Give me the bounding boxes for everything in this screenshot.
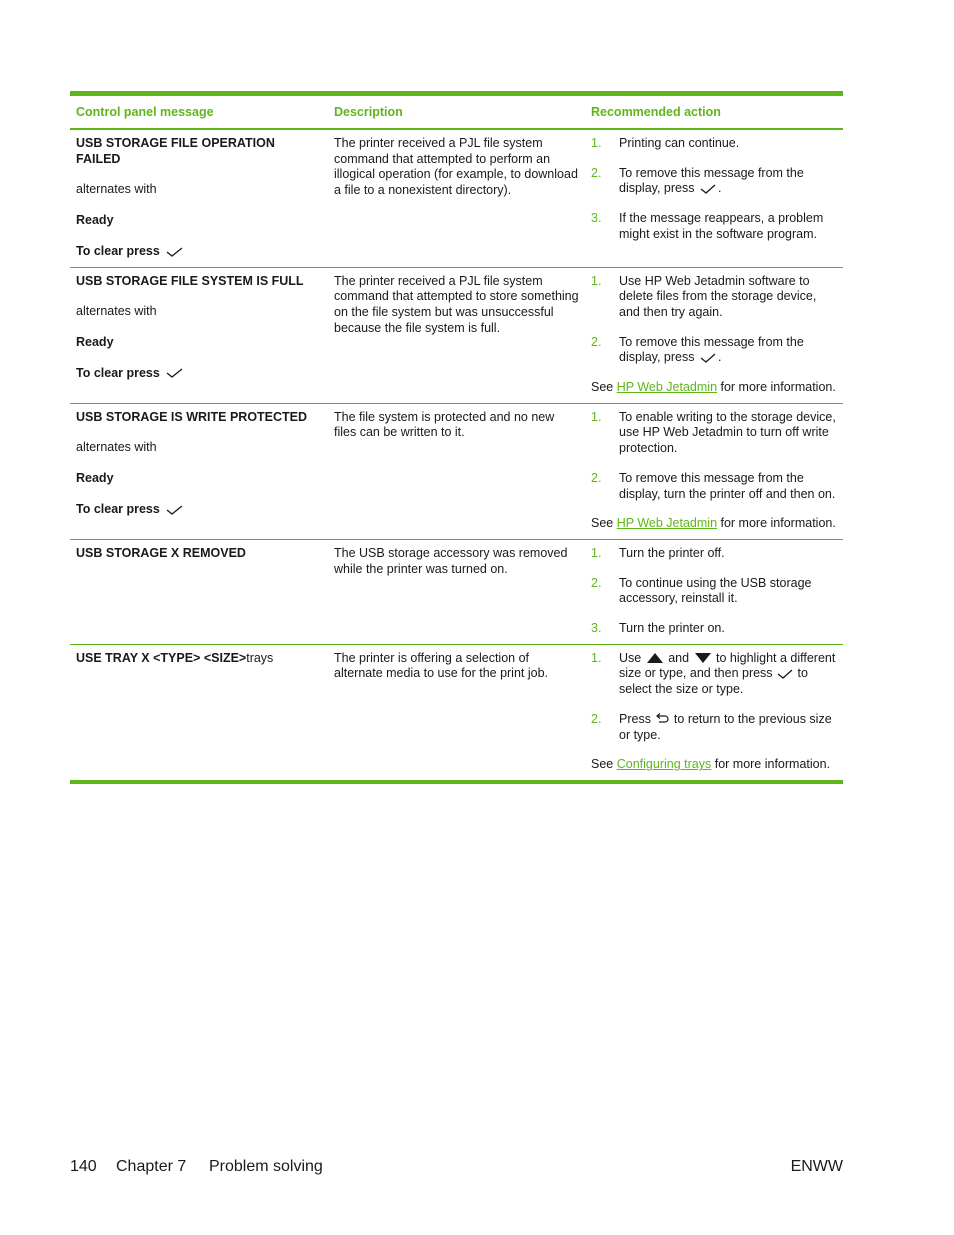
down-arrow-icon (693, 651, 713, 665)
table-row (70, 645, 843, 780)
description-text: The printer is offering a selection of alternate media to use for the print job. (334, 650, 549, 681)
action-steps (591, 274, 837, 367)
ready-text: Ready (76, 213, 114, 228)
header-description: Description (334, 105, 403, 119)
description-cell (328, 130, 585, 267)
description-cell (328, 645, 585, 780)
clear-text: To clear press (76, 244, 322, 260)
ready-text: Ready (76, 471, 114, 486)
list-item: 2. To remove this message from the display, press . (591, 334, 804, 365)
checkmark-icon (698, 351, 718, 365)
see-also: See HP Web Jetadmin for more information. (591, 516, 836, 531)
checkmark-icon (776, 667, 794, 681)
configuring-trays-link[interactable]: Configuring trays (616, 757, 712, 772)
message-title: USB STORAGE X REMOVED (76, 545, 246, 560)
list-item: 1. Use and to highlight a different size or type, and then press to select the size or type. (591, 650, 836, 697)
see-also: See HP Web Jetadmin for more information. (591, 380, 836, 395)
clear-text: To clear press (76, 502, 322, 518)
table-header (70, 96, 843, 130)
checkmark-icon (163, 245, 185, 259)
description-text: The printer received a PJL file system command that attempted to store something on the file system but was unsuccessful because the file system is full. (334, 273, 579, 335)
action-steps (591, 136, 837, 243)
description-cell (328, 540, 585, 644)
message-cell (70, 130, 328, 267)
list-item: 1. Printing can continue. (591, 136, 740, 150)
table-row (70, 404, 843, 540)
table-row (70, 268, 843, 404)
checkmark-icon (163, 366, 185, 380)
alternates-text: alternates with (76, 182, 157, 197)
table-row (70, 130, 843, 268)
message-cell (70, 404, 328, 539)
action-cell (585, 268, 843, 403)
list-item: 2. Press to return to the previous size or type. (591, 711, 832, 742)
list-item: 1. Use HP Web Jetadmin software to delete files from the storage device, and then try again. (591, 273, 817, 319)
hp-web-jetadmin-link[interactable]: HP Web Jetadmin (616, 516, 718, 531)
table-row (70, 540, 843, 645)
alternates-text: alternates with (76, 440, 157, 455)
action-cell (585, 645, 843, 780)
see-also: See Configuring trays for more information. (591, 757, 831, 772)
message-cell (70, 268, 328, 403)
description-text: The USB storage accessory was removed while the printer was turned on. (334, 545, 568, 576)
checkmark-icon (163, 503, 185, 517)
action-cell (585, 130, 843, 267)
description-cell (328, 404, 585, 539)
description-text: The file system is protected and no new files can be written to it. (334, 409, 555, 440)
locale-code: ENWW (790, 1158, 843, 1175)
description-cell (328, 268, 585, 403)
message-title: USB STORAGE FILE SYSTEM IS FULL (76, 273, 304, 288)
action-steps (591, 651, 837, 744)
list-item: 3. If the message reappears, a problem might exist in the software program. (591, 211, 824, 241)
page-number: 140 (70, 1158, 97, 1175)
action-steps (591, 410, 837, 503)
section-label: Problem solving (209, 1158, 323, 1175)
clear-text: To clear press (76, 366, 322, 382)
message-cell (70, 645, 328, 780)
header-action: Recommended action (591, 105, 721, 119)
action-cell (585, 404, 843, 539)
message-cell (70, 540, 328, 644)
list-item: 2. To continue using the USB storage accessory, reinstall it. (591, 575, 812, 606)
message-table (70, 91, 843, 784)
table-bottom-rule (70, 780, 843, 784)
up-arrow-icon (645, 651, 665, 665)
list-item: 1. To enable writing to the storage device, use HP Web Jetadmin to turn off write protection. (591, 409, 836, 456)
page-footer (70, 1158, 843, 1176)
message-title: USB STORAGE IS WRITE PROTECTED (76, 409, 308, 424)
alternates-text: alternates with (76, 304, 157, 319)
description-text: The printer received a PJL file system command that attempted to perform an illogical operation (for example, to download a file to a nonexistent directory). (334, 136, 578, 198)
hp-web-jetadmin-link[interactable]: HP Web Jetadmin (616, 380, 718, 395)
action-cell (585, 540, 843, 644)
list-item: 3. Turn the printer on. (591, 621, 725, 636)
message-title: USB STORAGE FILE OPERATION FAILED (76, 136, 275, 166)
back-icon (654, 713, 670, 727)
ready-text: Ready (76, 334, 114, 349)
message-title: USE TRAY X <TYPE> <SIZE>trays (76, 650, 274, 665)
action-steps (591, 546, 837, 637)
list-item: 1. Turn the printer off. (591, 545, 725, 560)
chapter-label: Chapter 7 (116, 1158, 187, 1175)
checkmark-icon (698, 182, 718, 196)
header-message: Control panel message (76, 105, 214, 119)
list-item: 2. To remove this message from the display, turn the printer off and then on. (591, 470, 836, 501)
list-item: 2. To remove this message from the display, press . (591, 165, 804, 196)
